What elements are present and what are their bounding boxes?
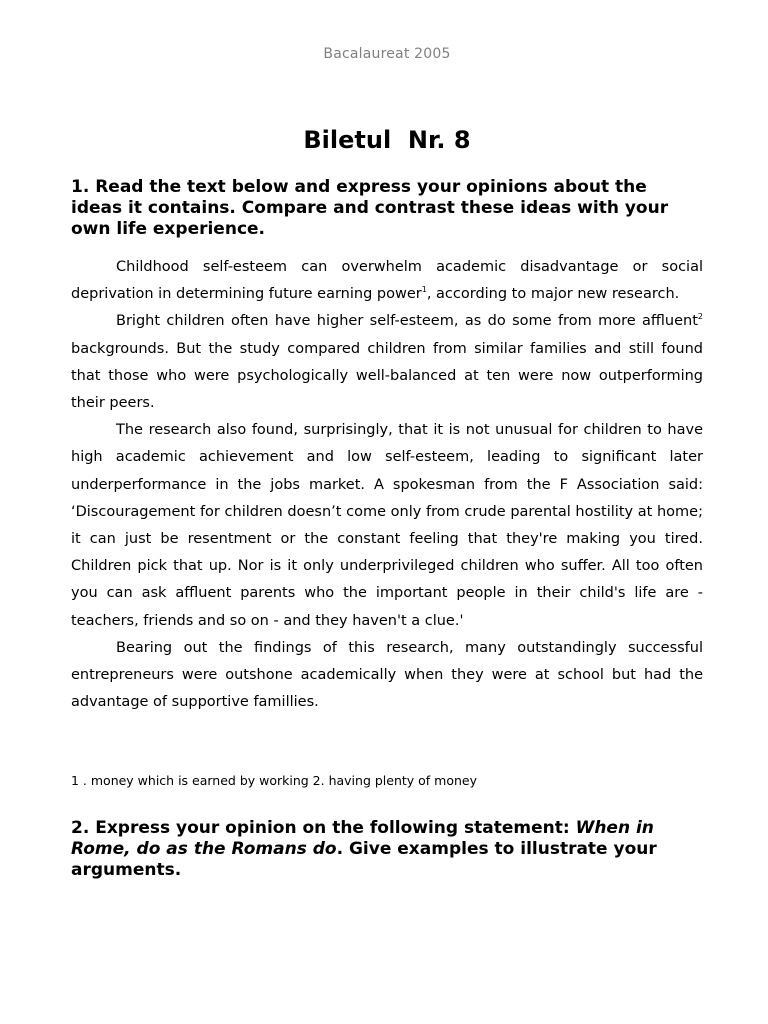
passage-paragraph-1-text-b: , according to major new research. bbox=[426, 286, 680, 303]
question-2-suffix: . Give examples to illustrate your arguments. bbox=[71, 839, 657, 880]
passage-paragraph-2 bbox=[71, 308, 703, 417]
passage-paragraph-2-text-b: backgrounds. But the study compared children from similar families and still found that those who were psychologically well-balanced at ten were now outperforming their peers. bbox=[71, 340, 703, 412]
question-2-quote: When in Rome, do as the Romans do bbox=[71, 818, 654, 859]
footnotes: 1 . money which is earned by working 2. having plenty of money bbox=[71, 773, 478, 788]
reading-passage bbox=[71, 254, 703, 716]
question-2 bbox=[71, 818, 703, 881]
question-2-prefix: 2. Express your opinion on the following statement: bbox=[71, 818, 576, 838]
passage-paragraph-2-text-a: Bright children often have higher self-esteem, as do some from more affluent bbox=[116, 313, 698, 330]
question-1: 1. Read the text below and express your opinions about the ideas it contains. Compare and contrast these ideas with your own life experience. bbox=[71, 177, 669, 239]
passage-paragraph-1-text-a: Childhood self-esteem can overwhelm academic disadvantage or social deprivation in determining future earning power bbox=[71, 259, 703, 303]
passage-paragraph-3: The research also found, surprisingly, that it is not unusual for children to have high academic achievement and low self-esteem, leading to significant later underperformance in the jobs market. A spokesman from the F Association said: ‘Discouragement for children doesn’t come only from crude parental hostility at home; it can just be resentment or the constant feeling that they're making you tired. Children pick that up. Nor is it only underprivileged children who suffer. All too often you can ask affluent parents who the important people in their child's life are - teachers, friends and so on - and they haven't a clue.' bbox=[71, 422, 703, 629]
passage-paragraph-4: Bearing out the findings of this research, many outstandingly successful entrepreneurs were outshone academically when they were at school but had the advantage of supportive famillies. bbox=[71, 639, 703, 711]
footnote-marker-2: 2 bbox=[697, 312, 703, 322]
passage-paragraph-1 bbox=[71, 254, 703, 308]
running-header: Bacalaureat 2005 bbox=[323, 46, 451, 62]
footnote-marker-1: 1 bbox=[421, 285, 427, 295]
ticket-title: Biletul Nr. 8 bbox=[303, 126, 471, 154]
